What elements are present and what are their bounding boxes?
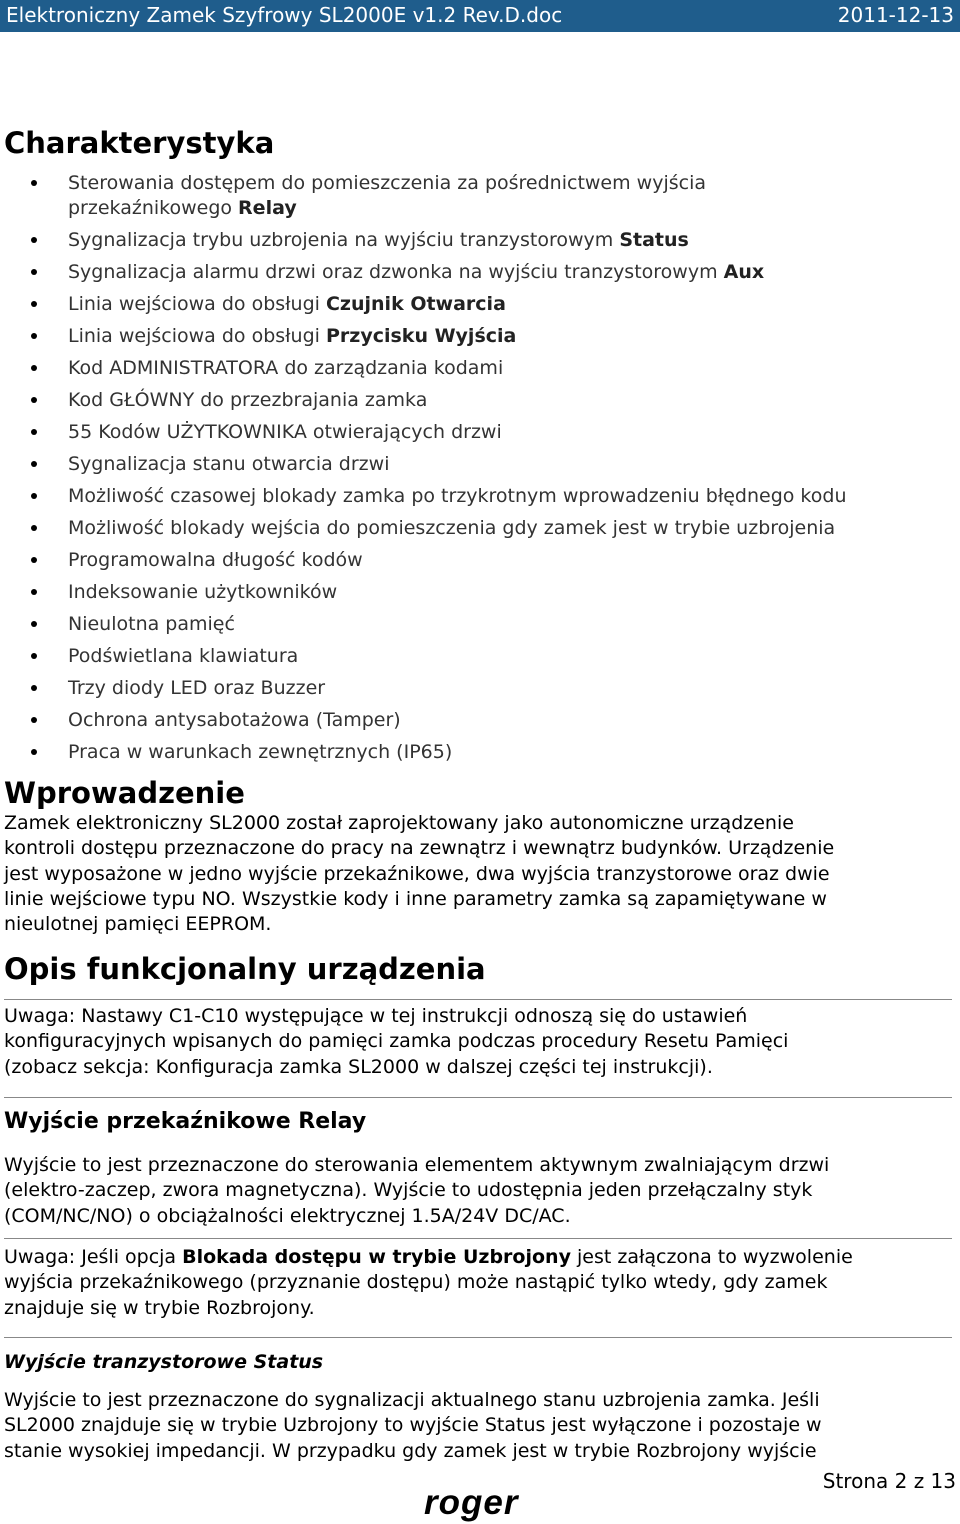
- text-segment: jest załączona to wyzwolenie: [570, 1246, 853, 1268]
- feature-text: [68, 260, 764, 284]
- feature-text: [68, 676, 325, 700]
- text-segment: Linia wejściowa do obsługi: [68, 325, 326, 347]
- feature-text: [68, 740, 452, 764]
- bullet-icon: [31, 461, 37, 467]
- paragraph-line: [4, 1439, 954, 1464]
- text-segment: Ochrona antysabotażowa (Tamper): [68, 709, 401, 731]
- heading-wprowadzenie: Wprowadzenie: [4, 776, 245, 810]
- text-segment: Linia wejściowa do obsługi: [68, 293, 326, 315]
- text-segment: 55 Kodów UŻYTKOWNIKA otwierających drzwi: [68, 421, 502, 443]
- text-segment: Indeksowanie użytkowników: [68, 581, 338, 603]
- text-segment: Sygnalizacja trybu uzbrojenia na wyjściu tranzystorowym: [68, 229, 620, 251]
- divider: [4, 1097, 952, 1098]
- bullet-icon: [31, 269, 37, 275]
- text-segment: Uwaga: Jeśli opcja: [4, 1246, 183, 1268]
- divider: [4, 1238, 952, 1239]
- paragraph-line: [4, 811, 954, 836]
- paragraph-line: [4, 1029, 954, 1054]
- text-segment: Zamek elektroniczny SL2000 został zaprojektowany jako autonomiczne urządzenie: [4, 812, 794, 834]
- paragraph-line: [4, 1153, 954, 1178]
- feature-text: [68, 420, 502, 444]
- intro-paragraph: [4, 811, 954, 937]
- text-segment: Nieulotna pamięć: [68, 613, 235, 635]
- relay-paragraph: [4, 1153, 954, 1229]
- heading-opis-funkcjonalny: Opis funkcjonalny urządzenia: [4, 952, 486, 986]
- page-number: Strona 2 z 13: [822, 1469, 956, 1493]
- bullet-icon: [31, 749, 37, 755]
- bullet-icon: [31, 429, 37, 435]
- document-header-date: 2011-12-13: [837, 3, 954, 27]
- document-header-title: Elektroniczny Zamek Szyfrowy SL2000E v1.2 Rev.D.doc: [6, 3, 563, 27]
- text-segment: (elektro-zaczep, zwora magnetyczna). Wyjście to udostępnia jeden przełączalny styk: [4, 1179, 813, 1202]
- heading-relay-output: Wyjście przekaźnikowe Relay: [4, 1109, 367, 1134]
- text-segment: konfiguracyjnych wpisanych do pamięci zamka podczas procedury Resetu Pamięci: [4, 1030, 789, 1053]
- paragraph-line: [4, 1178, 954, 1203]
- bold-text: Czujnik Otwarcia: [325, 293, 506, 315]
- text-segment: Uwaga: Nastawy C1-C10 występujące w tej instrukcji odnoszą się do ustawień: [4, 1005, 748, 1027]
- text-segment: Kod ADMINISTRATORA do zarządzania kodami: [68, 357, 504, 379]
- text-segment: znajduje się w trybie Rozbrojony.: [4, 1296, 315, 1319]
- paragraph-line: [4, 862, 954, 887]
- text-segment: Możliwość blokady wejścia do pomieszczenia gdy zamek jest w trybie uzbrojenia: [68, 517, 836, 539]
- feature-text: [68, 612, 235, 636]
- paragraph-line: [4, 1413, 954, 1438]
- feature-text: [68, 228, 689, 252]
- bullet-icon: [31, 685, 37, 691]
- bullet-icon: [31, 621, 37, 627]
- paragraph-line: [4, 1296, 954, 1321]
- text-segment: Sygnalizacja alarmu drzwi oraz dzwonka na wyjściu tranzystorowym: [68, 261, 724, 283]
- feature-text: [68, 388, 427, 412]
- bullet-icon: [31, 589, 37, 595]
- bullet-icon: [31, 525, 37, 531]
- divider: [4, 1337, 952, 1338]
- feature-text: [68, 644, 298, 668]
- text-segment: (zobacz sekcja: Konfiguracja zamka SL2000 w dalszej części tej instrukcji).: [4, 1055, 713, 1078]
- text-segment: Sterowania dostępem do pomieszczenia za pośrednictwem wyjścia: [68, 172, 707, 194]
- bold-text: Blokada dostępu w trybie Uzbrojony: [182, 1246, 571, 1268]
- paragraph-line: [4, 912, 954, 937]
- text-segment: Praca w warunkach zewnętrznych (IP65): [68, 741, 453, 763]
- text-segment: Podświetlana klawiatura: [68, 645, 299, 667]
- bold-text: Aux: [723, 261, 765, 283]
- text-segment: (COM/NC/NO) o obciążalności elektrycznej 1.5A/24V DC/AC.: [4, 1204, 571, 1227]
- text-segment: kontroli dostępu przeznaczone do pracy na zewnątrz i wewnątrz budynków. Urządzenie: [4, 837, 835, 860]
- status-paragraph: [4, 1388, 954, 1464]
- text-segment: Trzy diody LED oraz Buzzer: [68, 677, 326, 699]
- feature-text: [68, 324, 516, 348]
- bold-text: Relay: [238, 197, 297, 219]
- paragraph-line: [4, 1270, 954, 1295]
- divider: [4, 999, 952, 1000]
- bullet-icon: [31, 301, 37, 307]
- feature-text: [68, 356, 503, 380]
- bullet-icon: [31, 333, 37, 339]
- paragraph-line: [4, 836, 954, 861]
- feature-text: [68, 516, 835, 540]
- text-segment: jest wyposażone w jedno wyjście przekaźnikowe, dwa wyjścia tranzystorowe oraz dwie: [4, 862, 830, 885]
- paragraph-line: [4, 1245, 954, 1270]
- text-segment: Wyjście to jest przeznaczone do sygnalizacji aktualnego stanu uzbrojenia zamka. Jeśli: [4, 1389, 820, 1411]
- paragraph-line: [4, 1388, 954, 1413]
- bullet-icon: [31, 180, 37, 186]
- feature-text: [68, 452, 389, 476]
- paragraph-line: [4, 1204, 954, 1229]
- feature-text: [68, 484, 846, 508]
- text-segment: SL2000 znajduje się w trybie Uzbrojony to wyjście Status jest wyłączone i pozostaje w: [4, 1414, 822, 1437]
- bullet-icon: [31, 365, 37, 371]
- bullet-icon: [31, 653, 37, 659]
- feature-text: [68, 580, 337, 604]
- roger-logo: roger: [424, 1483, 519, 1522]
- feature-text: [68, 196, 297, 220]
- text-segment: nieulotnej pamięci EEPROM.: [4, 913, 272, 936]
- bullet-icon: [31, 237, 37, 243]
- text-segment: linie wejściowe typu NO. Wszystkie kody i inne parametry zamka są zapamiętywane w: [4, 887, 827, 910]
- bold-text: Przycisku Wyjścia: [325, 325, 517, 347]
- text-segment: wyjścia przekaźnikowego (przyznanie dostępu) może nastąpić tylko wtedy, gdy zamek: [4, 1271, 828, 1294]
- heading-status-output: Wyjście tranzystorowe Status: [4, 1351, 324, 1373]
- text-segment: Programowalna długość kodów: [68, 549, 363, 571]
- bold-text: Status: [619, 229, 689, 251]
- bullet-icon: [31, 717, 37, 723]
- text-segment: Wyjście to jest przeznaczone do sterowania elementem aktywnym zwalniającym drzwi: [4, 1154, 830, 1176]
- feature-text: [68, 548, 363, 572]
- text-segment: przekaźnikowego: [68, 197, 239, 219]
- paragraph-line: [4, 1004, 954, 1029]
- feature-text: [68, 292, 506, 316]
- paragraph-line: [4, 1055, 954, 1080]
- text-segment: Kod GŁÓWNY do przezbrajania zamka: [68, 389, 428, 411]
- feature-text: [68, 708, 401, 732]
- bullet-icon: [31, 397, 37, 403]
- functional-note-paragraph: [4, 1004, 954, 1080]
- text-segment: Sygnalizacja stanu otwarcia drzwi: [68, 453, 390, 475]
- heading-charakterystyka: Charakterystyka: [4, 126, 275, 160]
- document-header: [0, 0, 960, 32]
- paragraph-line: [4, 887, 954, 912]
- text-segment: Możliwość czasowej blokady zamka po trzykrotnym wprowadzeniu błędnego kodu: [68, 485, 847, 507]
- bullet-icon: [31, 557, 37, 563]
- relay-note-paragraph: [4, 1245, 954, 1321]
- text-segment: stanie wysokiej impedancji. W przypadku gdy zamek jest w trybie Rozbrojony wyjście: [4, 1439, 817, 1462]
- feature-text: [68, 171, 706, 195]
- bullet-icon: [31, 493, 37, 499]
